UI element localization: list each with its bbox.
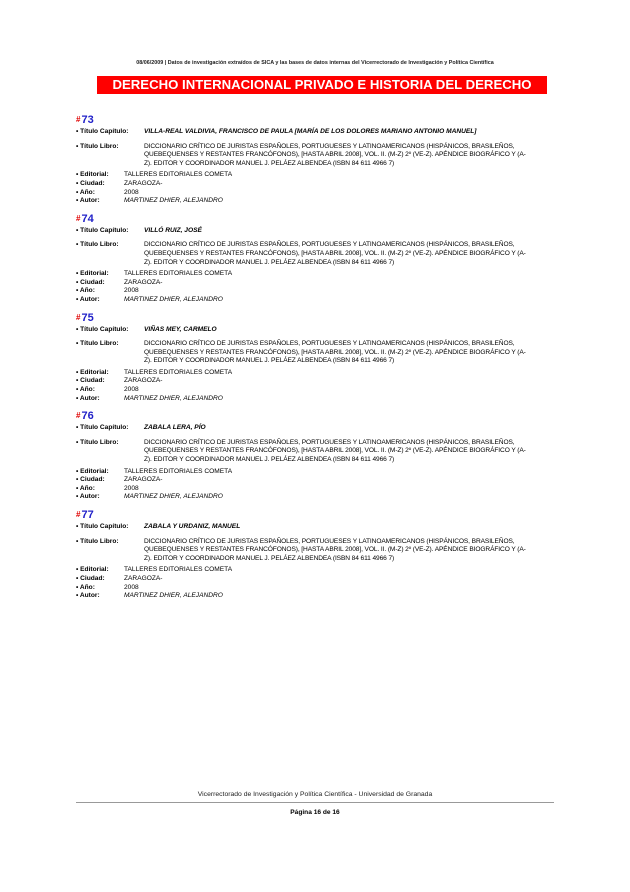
city-value: ZARAGOZA- xyxy=(124,377,163,385)
city-label: • Ciudad: xyxy=(76,278,105,286)
record-number-value: 73 xyxy=(81,114,94,126)
chapter-title-label: • Título Capítulo: xyxy=(76,226,129,234)
city-label: • Ciudad: xyxy=(76,377,105,385)
footer-text: Vicerrectorado de Investigación y Política Científica - Universidad de Granada xyxy=(197,791,433,798)
record-number-value: 75 xyxy=(81,311,94,324)
record-number-value: 74 xyxy=(81,212,94,225)
chapter-title-row xyxy=(76,523,526,532)
author-row xyxy=(76,197,526,206)
year-row xyxy=(76,584,526,593)
book-title-value: DICCIONARIO CRÍTICO DE JURISTAS ESPAÑOLES, PORTUGUESES Y LATINOAMERICANOS (HISPÁNICOS, BRASILEÑOS, QUEBEQUENSES Y RESTANTES FRANCÓFONOS), [HASTA ABRIL 2008], VOL. II. (M-Z) 2º (VE-Z). APÉNDICE BIOGRÁFICO Y (A-Z). EDITOR Y COORDINADOR MANUEL J. PELÁEZ ALBENDEA (ISBN 84 611 4966 7) xyxy=(144,537,526,562)
city-value: ZARAGOZA- xyxy=(124,278,163,286)
chapter-title-value: ZABALA LERA, PÍO xyxy=(144,424,206,432)
record-entry xyxy=(76,114,526,206)
chapter-title-value: VILLA-REAL VALDIVIA, FRANCISCO DE PAULA [MARÍA DE LOS DOLORES MARIANO ANTONIO MANUEL] xyxy=(144,128,477,135)
publisher-label: • Editorial: xyxy=(76,467,109,475)
city-row xyxy=(76,575,526,584)
year-label: • Año: xyxy=(76,287,95,295)
author-row xyxy=(76,296,526,305)
hash-mark: # xyxy=(76,312,81,322)
book-title-row xyxy=(76,538,526,564)
hash-mark: # xyxy=(76,213,81,223)
book-title-label: • Título Libro: xyxy=(76,142,119,150)
record-number-value: 77 xyxy=(81,509,94,521)
year-label: • Año: xyxy=(76,386,95,394)
chapter-title-row xyxy=(76,424,526,433)
year-row xyxy=(76,485,526,494)
publisher-label: • Editorial: xyxy=(76,270,109,278)
year-value: 2008 xyxy=(124,484,139,492)
publisher-row xyxy=(76,566,526,575)
book-title-value: DICCIONARIO CRÍTICO DE JURISTAS ESPAÑOLES, PORTUGUESES Y LATINOAMERICANOS (HISPÁNICOS, BRASILEÑOS, QUEBEQUENSES Y RESTANTES FRANCÓFONOS), [HASTA ABRIL 2008], VOL. II. (M-Z) 2º (VE-Z). APÉNDICE BIOGRÁFICO Y (A-Z). EDITOR Y COORDINADOR MANUEL J. PELÁEZ ALBENDEA (ISBN 84 611 4966 7) xyxy=(144,142,526,167)
publisher-value: TALLERES EDITORIALES COMETA xyxy=(124,368,233,376)
author-value: MARTINEZ DHIER, ALEJANDRO xyxy=(124,295,223,303)
chapter-title-value: VILLÓ RUIZ, JOSÉ xyxy=(144,226,202,234)
chapter-title-value: VIÑAS MEY, CARMELO xyxy=(144,325,217,333)
publisher-row xyxy=(76,171,526,180)
author-label: • Autor: xyxy=(76,394,100,402)
section-title: DERECHO INTERNACIONAL PRIVADO E HISTORIA DEL DERECHO xyxy=(97,76,547,94)
city-row xyxy=(76,180,526,189)
book-title-row xyxy=(76,241,526,267)
author-label: • Autor: xyxy=(76,592,100,600)
publisher-value: TALLERES EDITORIALES COMETA xyxy=(124,171,233,179)
year-label: • Año: xyxy=(76,583,95,591)
page-header: 08/06/2009 | Datos de investigación extraídos de SICA y las bases de datos internas del Vicerrectorado de Investigación y Política Científica xyxy=(136,60,494,66)
hash-mark: # xyxy=(76,115,81,124)
chapter-title-value: ZABALA Y URDANIZ, MANUEL xyxy=(144,523,241,530)
publisher-value: TALLERES EDITORIALES COMETA xyxy=(124,467,233,475)
publisher-row xyxy=(76,270,526,279)
chapter-title-row xyxy=(76,326,526,335)
book-title-row xyxy=(76,143,526,169)
chapter-title-label: • Título Capítulo: xyxy=(76,523,129,530)
city-value: ZARAGOZA- xyxy=(124,574,163,582)
author-value: MARTINEZ DHIER, ALEJANDRO xyxy=(124,592,223,600)
publisher-label: • Editorial: xyxy=(76,171,109,179)
author-row xyxy=(76,493,526,502)
record-entry xyxy=(76,312,526,404)
author-label: • Autor: xyxy=(76,493,100,501)
city-value: ZARAGOZA- xyxy=(124,179,163,187)
author-value: MARTINEZ DHIER, ALEJANDRO xyxy=(124,394,223,402)
author-label: • Autor: xyxy=(76,295,100,303)
record-number xyxy=(76,410,526,424)
year-value: 2008 xyxy=(124,386,139,394)
footer-divider xyxy=(76,802,554,803)
record-number xyxy=(76,114,526,128)
chapter-title-label: • Título Capítulo: xyxy=(76,325,129,333)
hash-mark: # xyxy=(76,411,81,421)
author-value: MARTINEZ DHIER, ALEJANDRO xyxy=(124,493,223,501)
chapter-title-row xyxy=(76,227,526,236)
year-row xyxy=(76,189,526,198)
record-number xyxy=(76,312,526,326)
page-number: Página 16 de 16 xyxy=(290,809,340,816)
book-title-value: DICCIONARIO CRÍTICO DE JURISTAS ESPAÑOLES, PORTUGUESES Y LATINOAMERICANOS (HISPÁNICOS, BRASILEÑOS, QUEBEQUENSES Y RESTANTES FRANCÓFONOS), [HASTA ABRIL 2008], VOL. II. (M-Z) 2º (VE-Z). APÉNDICE BIOGRÁFICO Y (A-Z). EDITOR Y COORDINADOR MANUEL J. PELÁEZ ALBENDEA (ISBN 84 611 4966 7) xyxy=(144,241,526,266)
city-label: • Ciudad: xyxy=(76,179,105,187)
publisher-label: • Editorial: xyxy=(76,368,109,376)
author-row xyxy=(76,395,526,404)
author-row xyxy=(76,592,526,601)
city-label: • Ciudad: xyxy=(76,476,105,484)
year-label: • Año: xyxy=(76,484,95,492)
publisher-value: TALLERES EDITORIALES COMETA xyxy=(124,566,233,574)
chapter-title-label: • Título Capítulo: xyxy=(76,424,129,432)
book-title-row xyxy=(76,340,526,366)
chapter-title-label: • Título Capítulo: xyxy=(76,128,129,135)
city-row xyxy=(76,476,526,485)
publisher-row xyxy=(76,369,526,378)
city-label: • Ciudad: xyxy=(76,574,105,582)
publisher-label: • Editorial: xyxy=(76,566,109,574)
records-list xyxy=(76,114,526,608)
record-entry xyxy=(76,213,526,305)
year-value: 2008 xyxy=(124,583,139,591)
book-title-label: • Título Libro: xyxy=(76,438,119,446)
book-title-label: • Título Libro: xyxy=(76,537,119,545)
book-title-label: • Título Libro: xyxy=(76,340,119,348)
record-number-value: 76 xyxy=(81,410,94,423)
hash-mark: # xyxy=(76,510,81,519)
city-row xyxy=(76,279,526,288)
author-value: MARTINEZ DHIER, ALEJANDRO xyxy=(124,197,223,205)
year-label: • Año: xyxy=(76,188,95,196)
year-row xyxy=(76,287,526,296)
year-value: 2008 xyxy=(124,188,139,196)
book-title-row xyxy=(76,439,526,465)
record-number xyxy=(76,509,526,523)
city-value: ZARAGOZA- xyxy=(124,476,163,484)
record-number xyxy=(76,213,526,227)
author-label: • Autor: xyxy=(76,197,100,205)
year-value: 2008 xyxy=(124,287,139,295)
publisher-row xyxy=(76,468,526,477)
book-title-label: • Título Libro: xyxy=(76,241,119,249)
book-title-value: DICCIONARIO CRÍTICO DE JURISTAS ESPAÑOLES, PORTUGUESES Y LATINOAMERICANOS (HISPÁNICOS, BRASILEÑOS, QUEBEQUENSES Y RESTANTES FRANCÓFONOS), [HASTA ABRIL 2008], VOL. II. (M-Z) 2º (VE-Z). APÉNDICE BIOGRÁFICO Y (A-Z). EDITOR Y COORDINADOR MANUEL J. PELÁEZ ALBENDEA (ISBN 84 611 4966 7) xyxy=(144,340,526,365)
record-entry xyxy=(76,410,526,502)
book-title-value: DICCIONARIO CRÍTICO DE JURISTAS ESPAÑOLES, PORTUGUESES Y LATINOAMERICANOS (HISPÁNICOS, BRASILEÑOS, QUEBEQUENSES Y RESTANTES FRANCÓFONOS), [HASTA ABRIL 2008], VOL. II. (M-Z) 2º (VE-Z). APÉNDICE BIOGRÁFICO Y (A-Z). EDITOR Y COORDINADOR MANUEL J. PELÁEZ ALBENDEA (ISBN 84 611 4966 7) xyxy=(144,438,526,464)
publisher-value: TALLERES EDITORIALES COMETA xyxy=(124,270,233,278)
city-row xyxy=(76,377,526,386)
year-row xyxy=(76,386,526,395)
record-entry xyxy=(76,509,526,601)
chapter-title-row xyxy=(76,128,526,137)
